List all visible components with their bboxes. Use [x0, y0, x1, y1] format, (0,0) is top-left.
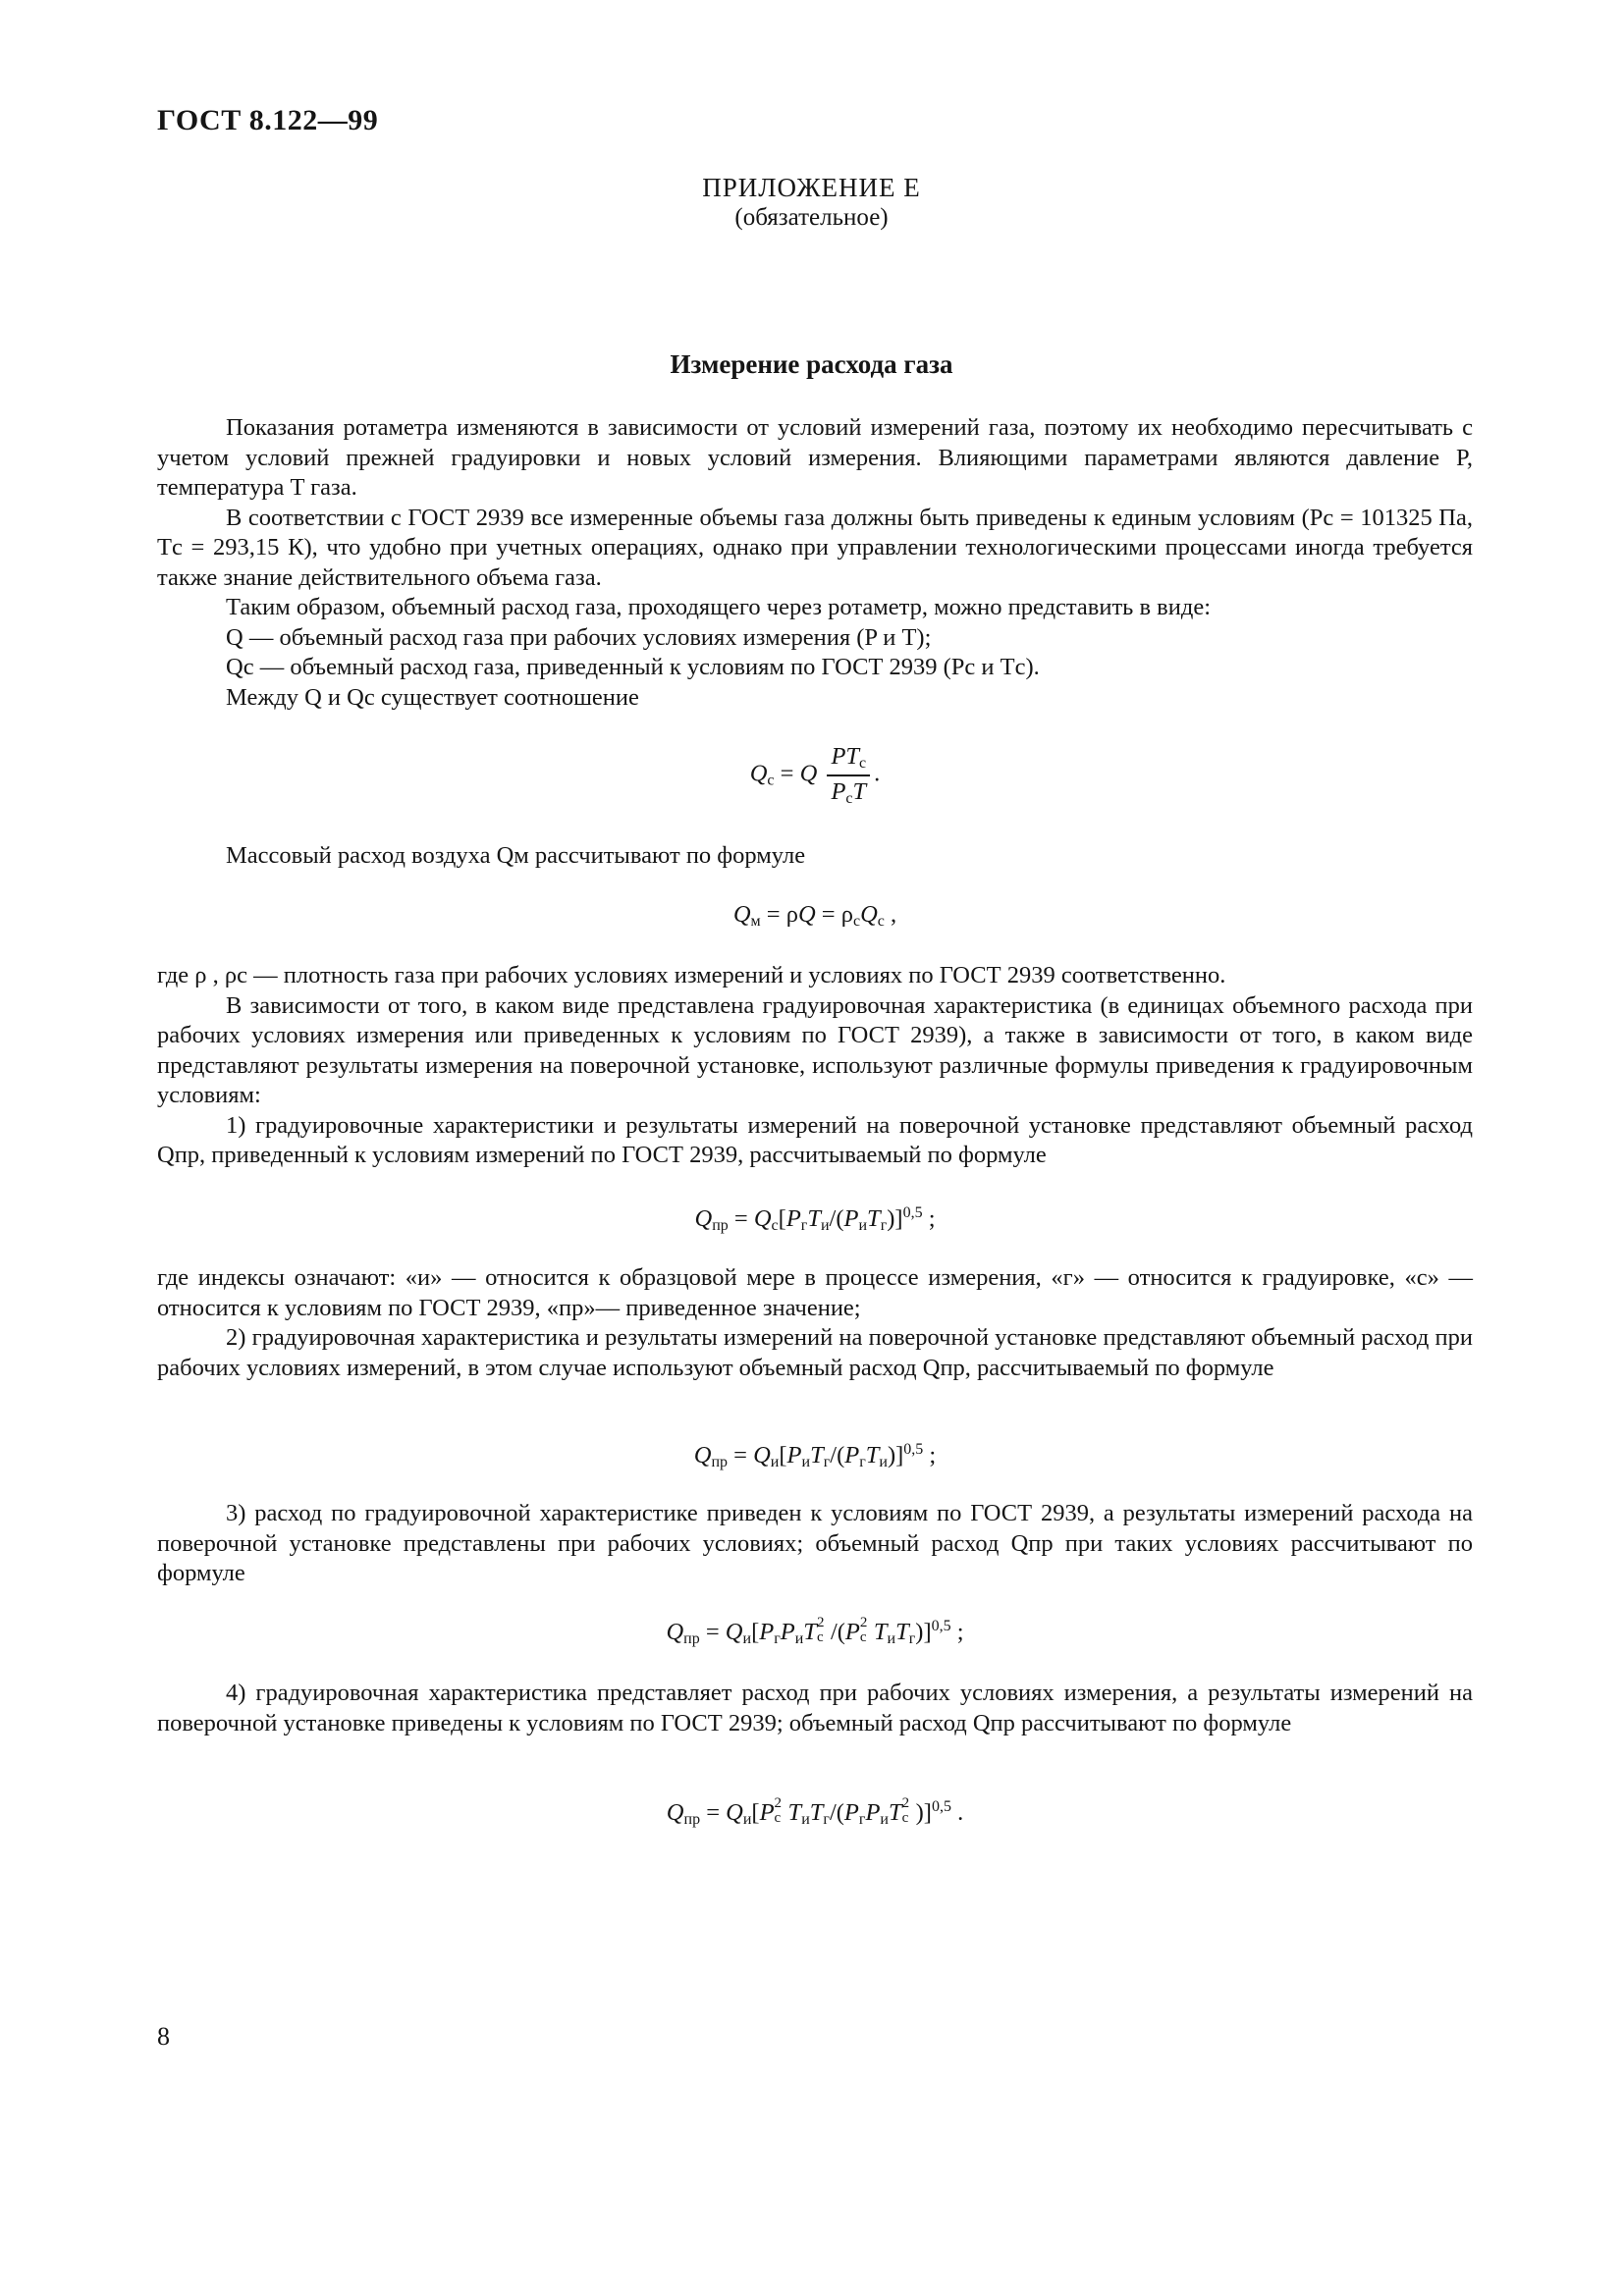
appendix-title: ПРИЛОЖЕНИЕ Е	[702, 173, 921, 202]
paragraph-3: Таким образом, объемный расход газа, проходящего через ротаметр, можно представить в виде:	[226, 594, 1212, 620]
formula-3: $Q_{пр} = Q_с[P_гT_и/(P_иT_г)]^{0,5}$ ;	[694, 1204, 936, 1234]
paragraph-5: Qс — объемный расход газа, приведенный к условиям по ГОСТ 2939 (Pс и Tс).	[226, 654, 1040, 680]
text-block-mass	[157, 841, 1473, 872]
formula-6: $Q_{пр} = Q_и[P$ 2 с $T_иT_г/(P_гP_иT$ 2 с )]$^{0,5}$ .	[666, 1795, 964, 1828]
text-block-case3	[157, 1499, 1473, 1589]
formula-5: $Q_{пр} = Q_и[P_гP_иT$ 2 с /(P 2 с $T_иT_г)]^{0,5}$ ;	[666, 1615, 964, 1647]
document-code: ГОСТ 8.122—99	[157, 104, 379, 136]
paragraph-1: Показания ротаметра изменяются в зависимости от условий измерений газа, поэтому их необходимо пересчитывать с учетом условий прежней градуировки и новых условий измерения. Влияющими параметрами являются давление P, температура T газа.	[157, 414, 1473, 501]
paragraph-12: 2) градуировочная характеристика и результаты измерений на поверочной установке представляют объемный расход при рабочих условиях измерений, в этом случае используют объемный расход Qпр, рассчитываемый по формуле	[157, 1324, 1473, 1381]
formula-2: $Q_м = \rho Q = \rho_сQ_с$ ,	[732, 901, 897, 930]
paragraph-14: 4) градуировочная характеристика представляет расход при рабочих условиях измерения, а результаты измерений на поверочной установке приведены к условиям по ГОСТ 2939; объемный расход Qпр рассчитывают по формуле	[157, 1680, 1473, 1736]
paragraph-11: где индексы означают: «и» — относится к образцовой мере в процессе измерения, «г» — относится к градуировке, «с» — относится к условиям по ГОСТ 2939, «пр»— приведенное значение;	[157, 1264, 1473, 1321]
paragraph-8: где ρ , ρс — плотность газа при рабочих условиях измерений и условиях по ГОСТ 2939 соответственно.	[157, 962, 1226, 988]
text-block-intro	[157, 413, 1473, 713]
paragraph-7: Массовый расход воздуха Qм рассчитывают по формуле	[226, 842, 806, 869]
paragraph-2: В соответствии с ГОСТ 2939 все измеренные объемы газа должны быть приведены к единым условиям (Pс = 101325 Па, Tс = 293,15 К), что удобно при учетных операциях, однако при управлении технологическими процессами иногда требуется также знание действительного объема газа.	[157, 504, 1473, 591]
paragraph-6: Между Q и Qс существует соотношение	[226, 683, 639, 711]
text-block-main	[157, 961, 1473, 1171]
formula-1-fraction: $\frac{PT_с}{P_сT}$	[827, 743, 870, 808]
appendix-note: (обязательное)	[734, 204, 889, 231]
paragraph-4: Q — объемный расход газа при рабочих условиях измерения (P и T);	[226, 623, 932, 651]
formula-4: $Q_{пр} = Q_и[P_иT_г/(P_гT_и)]^{0,5}$ ;	[693, 1441, 937, 1470]
text-block-case4	[157, 1679, 1473, 1738]
paragraph-9: В зависимости от того, в каком виде представлена градуировочная характеристика (в единицах объемного расхода при рабочих условиях измерения или приведенных к условиям по ГОСТ 2939), а также в зависимости от того, в каком виде представляют результаты измерения на поверочной установке, используют различные формулы приведения к градуировочным условиям:	[157, 991, 1473, 1108]
paragraph-10: 1) градуировочные характеристики и результаты измерений на поверочной установке представляют объемный расход Qпр, приведенный к условиям измерений по ГОСТ 2939, рассчитываемый по формуле	[157, 1111, 1473, 1168]
paragraph-13: 3) расход по градуировочной характеристике приведен к условиям по ГОСТ 2939, а результаты измерений расхода на поверочной установке представлены при рабочих условиях; объемный расход Qпр при таких условиях рассчитывают по формуле	[157, 1500, 1473, 1586]
formula-1: $Q_с = Q$ $\frac{PT_с}{P_сT}$ .	[749, 743, 881, 807]
page-number: 8	[157, 2022, 170, 2051]
section-title: Измерение расхода газа	[670, 349, 953, 379]
text-block-indices	[157, 1263, 1473, 1383]
